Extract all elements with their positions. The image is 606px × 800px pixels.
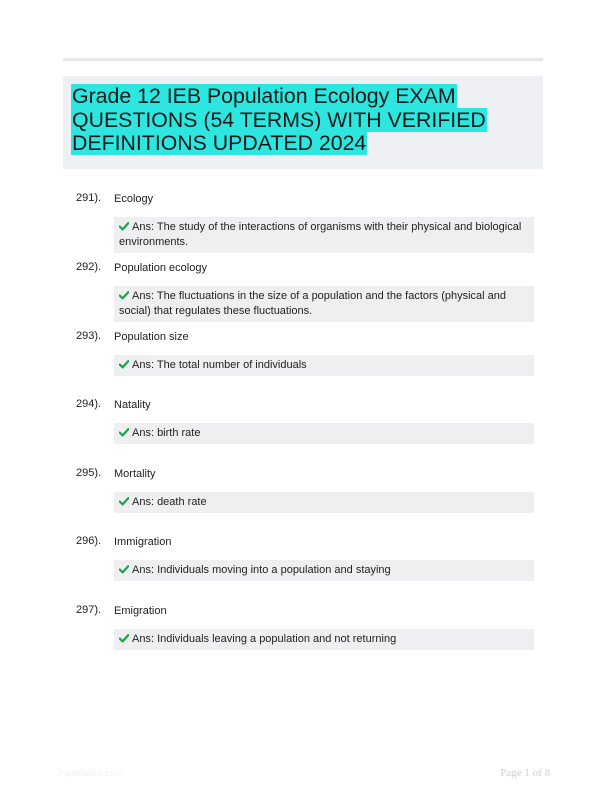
question-number: 294). bbox=[76, 398, 102, 410]
question-term: Population size bbox=[114, 330, 189, 343]
answer-text: Ans: The fluctuations in the size of a population and the factors (physical and social) that regulates these fluctuations. bbox=[119, 289, 507, 317]
question-number: 291). bbox=[76, 192, 102, 204]
top-divider bbox=[63, 58, 543, 61]
answer-text: Ans: The total number of individuals bbox=[132, 358, 307, 371]
check-icon bbox=[119, 291, 129, 300]
question-item bbox=[0, 533, 606, 602]
question-term: Mortality bbox=[114, 467, 156, 480]
question-number: 292). bbox=[76, 260, 102, 273]
question-number: 296). bbox=[76, 535, 102, 547]
question-item bbox=[0, 465, 606, 534]
question-term: Immigration bbox=[114, 536, 172, 548]
question-item bbox=[0, 396, 606, 465]
answer-box bbox=[114, 286, 534, 322]
answer-text: Ans: death rate bbox=[132, 495, 207, 508]
check-icon bbox=[119, 565, 129, 574]
footer-watermark: Paperwebs.com bbox=[58, 768, 123, 778]
answer-box bbox=[114, 217, 534, 253]
question-number: 297). bbox=[76, 603, 102, 616]
question-list bbox=[0, 190, 606, 670]
answer-box bbox=[114, 492, 534, 513]
check-icon bbox=[119, 634, 129, 643]
question-term: Emigration bbox=[114, 604, 167, 617]
document-title bbox=[71, 85, 535, 156]
check-icon bbox=[119, 222, 129, 231]
question-number: 293). bbox=[76, 329, 102, 342]
check-icon bbox=[119, 497, 129, 506]
answer-box bbox=[114, 629, 534, 650]
answer-text: Ans: Individuals moving into a population and staying bbox=[132, 564, 391, 576]
question-item bbox=[0, 190, 606, 259]
answer-text: Ans: birth rate bbox=[132, 427, 201, 439]
answer-text: Ans: The study of the interactions of organisms with their physical and biological environments. bbox=[119, 221, 522, 248]
answer-box bbox=[114, 423, 534, 444]
answer-text: Ans: Individuals leaving a population and not returning bbox=[132, 632, 397, 645]
question-term: Ecology bbox=[114, 193, 154, 205]
check-icon bbox=[119, 360, 129, 369]
question-number: 295). bbox=[76, 466, 102, 479]
question-term: Natality bbox=[114, 399, 151, 411]
question-item bbox=[0, 602, 606, 671]
page-indicator: Page 1 of 8 bbox=[500, 767, 550, 779]
question-term: Population ecology bbox=[114, 261, 207, 274]
question-item bbox=[0, 328, 606, 397]
answer-box bbox=[114, 560, 534, 581]
answer-box bbox=[114, 355, 534, 376]
document-title-text: Grade 12 IEB Population Ecology EXAM QUESTIONS (54 TERMS) WITH VERIFIED DEFINITIONS UPDATED 2024 bbox=[72, 84, 486, 155]
check-icon bbox=[119, 428, 129, 437]
title-banner bbox=[63, 76, 543, 169]
